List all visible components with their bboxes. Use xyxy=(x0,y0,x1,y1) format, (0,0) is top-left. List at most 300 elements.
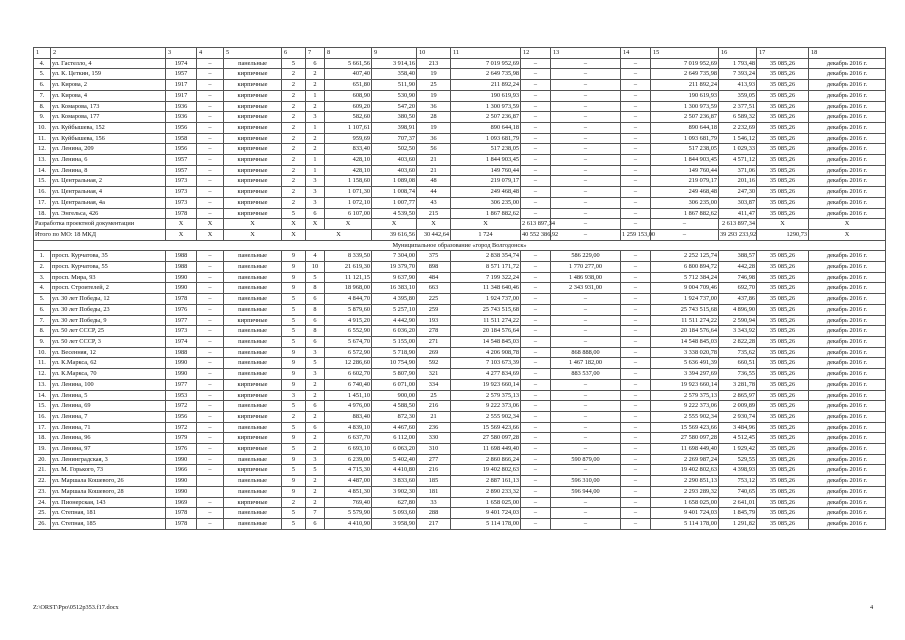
table-row xyxy=(34,69,886,80)
table-cell: – xyxy=(521,112,551,123)
table-cell: 288 xyxy=(417,508,451,519)
table-cell: 5 579,90 xyxy=(325,508,372,519)
table-cell: 9. xyxy=(34,112,51,123)
table-cell: 2 xyxy=(306,476,325,487)
table-cell: X xyxy=(757,219,809,230)
table-cell: 1957 xyxy=(166,69,197,80)
design-row-label: Разработка проектной документации xyxy=(34,219,166,230)
table-cell: 1979 xyxy=(166,433,197,444)
table-cell: – xyxy=(551,315,621,326)
table-cell: 1953 xyxy=(166,390,197,401)
table-cell: 1978 xyxy=(166,208,197,219)
table-cell: 1957 xyxy=(166,155,197,166)
table-cell: 746,98 xyxy=(719,272,757,283)
table-cell: 8 xyxy=(306,304,325,315)
table-cell: X xyxy=(451,219,521,230)
table-cell: 6 602,70 xyxy=(325,369,372,380)
table-cell: панельные xyxy=(224,369,282,380)
table-cell: 437,86 xyxy=(719,294,757,305)
table-cell: 608,90 xyxy=(325,90,372,101)
table-cell: ул. Центральная, 4 xyxy=(51,187,166,198)
table-cell: – xyxy=(197,369,224,380)
table-cell: – xyxy=(621,58,651,69)
table-cell: 2 009,89 xyxy=(719,401,757,412)
table-row xyxy=(34,165,886,176)
table-cell: – xyxy=(621,454,651,465)
table-cell: панельные xyxy=(224,486,282,497)
column-number-cell: 17 xyxy=(757,48,809,59)
table-cell: 7 199 322,24 xyxy=(451,272,521,283)
table-cell: 2 xyxy=(282,80,306,91)
table-cell: 2 xyxy=(282,197,306,208)
table-cell: 35 085,26 xyxy=(757,315,809,326)
table-cell: 5 xyxy=(306,465,325,476)
table-cell: 1973 xyxy=(166,326,197,337)
table-cell: 21 619,30 xyxy=(325,262,372,273)
total-row-label: Итого по МО: 18 МКД xyxy=(34,229,166,240)
table-cell: 411,47 xyxy=(719,208,757,219)
table-cell: 5 xyxy=(282,508,306,519)
table-cell: 2 xyxy=(282,69,306,80)
table-cell: 23. xyxy=(34,486,51,497)
table-cell: 35 085,26 xyxy=(757,165,809,176)
table-cell: декабрь 2016 г. xyxy=(809,379,886,390)
table-cell: 3 902,30 xyxy=(372,486,417,497)
table-cell: кирпичные xyxy=(224,444,282,455)
table-cell: 18. xyxy=(34,433,51,444)
table-cell: 1 845,79 xyxy=(719,508,757,519)
table-cell: 6 693,10 xyxy=(325,444,372,455)
table-cell: X xyxy=(166,219,197,230)
table-cell: 6 xyxy=(306,58,325,69)
table-cell: декабрь 2016 г. xyxy=(809,497,886,508)
table-cell: декабрь 2016 г. xyxy=(809,390,886,401)
table-cell: ул. Ленинградская, 3 xyxy=(51,454,166,465)
table-cell: – xyxy=(551,176,621,187)
table-cell: 4 839,10 xyxy=(325,422,372,433)
table-row xyxy=(34,336,886,347)
table-cell: 2 232,69 xyxy=(719,122,757,133)
table-cell: – xyxy=(197,454,224,465)
table-cell: 1988 xyxy=(166,347,197,358)
table-cell: 20. xyxy=(34,454,51,465)
table-cell: 149 760,44 xyxy=(451,165,521,176)
table-cell: – xyxy=(521,90,551,101)
table-cell: 14 548 845,03 xyxy=(651,336,719,347)
table-cell: панельные xyxy=(224,401,282,412)
table-cell: 35 085,26 xyxy=(757,422,809,433)
table-cell: 2 887 161,13 xyxy=(451,476,521,487)
table-cell: – xyxy=(521,508,551,519)
table-cell: 833,40 xyxy=(325,144,372,155)
table-cell: 35 085,26 xyxy=(757,272,809,283)
table-cell: – xyxy=(197,315,224,326)
table-cell: 6 800 894,72 xyxy=(651,262,719,273)
table-row xyxy=(34,369,886,380)
table-cell: 9 xyxy=(282,369,306,380)
table-cell: 1978 xyxy=(166,518,197,529)
table-row xyxy=(34,90,886,101)
table-cell: – xyxy=(621,283,651,294)
table-cell: 5. xyxy=(34,294,51,305)
table-cell: 5 xyxy=(282,294,306,305)
table-cell: 5 257,10 xyxy=(372,304,417,315)
table-cell: декабрь 2016 г. xyxy=(809,304,886,315)
table-cell: 2 xyxy=(306,486,325,497)
table-cell: 3 xyxy=(306,112,325,123)
municipality-section-row xyxy=(34,240,886,251)
table-cell: 4 851,30 xyxy=(325,486,372,497)
table-cell: – xyxy=(551,112,621,123)
table-cell: – xyxy=(521,80,551,91)
table-cell: – xyxy=(521,304,551,315)
table-row xyxy=(34,101,886,112)
table-cell: – xyxy=(197,294,224,305)
table-cell: декабрь 2016 г. xyxy=(809,144,886,155)
table-cell: 4 976,00 xyxy=(325,401,372,412)
table-cell: кирпичные xyxy=(224,69,282,80)
table-cell: просп. Курчатова, 55 xyxy=(51,262,166,273)
table-cell: ул. Ленина, 71 xyxy=(51,422,166,433)
table-cell: 2 xyxy=(282,144,306,155)
table-cell: кирпичные xyxy=(224,122,282,133)
table-cell: 5 xyxy=(282,444,306,455)
table-cell: 1 546,12 xyxy=(719,133,757,144)
table-cell: 4 395,80 xyxy=(372,294,417,305)
table-cell: ул. К.Маркса, 70 xyxy=(51,369,166,380)
table-cell: 18. xyxy=(34,208,51,219)
table-cell: кирпичные xyxy=(224,133,282,144)
table-cell: 2 555 902,34 xyxy=(451,411,521,422)
table-cell: 2 590,94 xyxy=(719,315,757,326)
table-cell: – xyxy=(197,433,224,444)
table-cell: 769,40 xyxy=(325,497,372,508)
column-number-cell: 15 xyxy=(651,48,719,59)
table-cell: ул. К. Цеткин, 159 xyxy=(51,69,166,80)
table-cell: 2 822,28 xyxy=(719,336,757,347)
table-cell: 21 xyxy=(417,411,451,422)
table-cell: 428,10 xyxy=(325,155,372,166)
table-cell: 10 754,90 xyxy=(372,358,417,369)
table-cell: 2 xyxy=(282,101,306,112)
table-cell: 1 658 025,00 xyxy=(451,497,521,508)
table-cell xyxy=(197,476,224,487)
table-cell: 4 410,80 xyxy=(372,465,417,476)
table-cell: 11. xyxy=(34,358,51,369)
table-cell: 388,57 xyxy=(719,251,757,262)
table-cell: декабрь 2016 г. xyxy=(809,508,886,519)
table-cell: 211 892,24 xyxy=(451,80,521,91)
table-cell: 1 467 182,00 xyxy=(551,358,621,369)
table-cell: – xyxy=(551,101,621,112)
table-cell: – xyxy=(197,326,224,337)
table-cell: декабрь 2016 г. xyxy=(809,101,886,112)
table-cell: 12. xyxy=(34,144,51,155)
table-cell: 35 085,26 xyxy=(757,444,809,455)
table-cell: панельные xyxy=(224,283,282,294)
table-cell: 19 xyxy=(417,90,451,101)
table-cell: просп. Мира, 93 xyxy=(51,272,166,283)
table-row xyxy=(34,262,886,273)
table-cell: – xyxy=(621,112,651,123)
table-cell: 149 760,44 xyxy=(651,165,719,176)
table-cell: 35 085,26 xyxy=(757,283,809,294)
table-cell: 590 879,00 xyxy=(551,454,621,465)
table-cell: – xyxy=(197,187,224,198)
table-cell: 5 xyxy=(282,336,306,347)
table-cell: 1 029,33 xyxy=(719,144,757,155)
table-row xyxy=(34,155,886,166)
table-cell: – xyxy=(551,497,621,508)
table-cell: 9 xyxy=(282,283,306,294)
table-cell: 403,60 xyxy=(372,165,417,176)
table-cell: 6 xyxy=(306,518,325,529)
table-cell: ул. Маршала Кошевого, 28 xyxy=(51,486,166,497)
table-row xyxy=(34,358,886,369)
table-cell: 11 698 449,40 xyxy=(451,444,521,455)
table-cell: ул. Комарова, 173 xyxy=(51,101,166,112)
table-cell: ул. Степная, 181 xyxy=(51,508,166,519)
table-cell: 27 580 097,28 xyxy=(651,433,719,444)
table-cell: 1972 xyxy=(166,401,197,412)
table-cell: панельные xyxy=(224,336,282,347)
table-cell: 5 xyxy=(282,315,306,326)
table-cell xyxy=(197,486,224,497)
table-cell: 4 539,50 xyxy=(372,208,417,219)
table-cell: – xyxy=(521,165,551,176)
table-cell: – xyxy=(621,304,651,315)
table-cell: – xyxy=(197,133,224,144)
table-cell: 2 xyxy=(306,411,325,422)
table-cell: – xyxy=(551,144,621,155)
table-cell: 35 085,26 xyxy=(757,80,809,91)
table-cell: 8. xyxy=(34,326,51,337)
table-cell: 35 085,26 xyxy=(757,112,809,123)
table-cell: 35 085,26 xyxy=(757,518,809,529)
table-cell: 2 290 851,13 xyxy=(651,476,719,487)
table-cell: 6 xyxy=(306,208,325,219)
table-cell: – xyxy=(621,133,651,144)
table-cell: 9 401 724,03 xyxy=(651,508,719,519)
table-cell: 1 007,77 xyxy=(372,197,417,208)
table-cell: 35 085,26 xyxy=(757,401,809,412)
table-cell: 10. xyxy=(34,122,51,133)
table-cell: 20 184 576,64 xyxy=(651,326,719,337)
table-cell: кирпичные xyxy=(224,433,282,444)
table-cell: 271 xyxy=(417,336,451,347)
table-cell: ул. 30 лет Победы, 12 xyxy=(51,294,166,305)
table-row xyxy=(34,508,886,519)
table-cell: 5 674,70 xyxy=(325,336,372,347)
table-cell: – xyxy=(197,465,224,476)
table-cell: 1973 xyxy=(166,187,197,198)
table-cell: 35 085,26 xyxy=(757,454,809,465)
table-cell: декабрь 2016 г. xyxy=(809,122,886,133)
table-cell: 35 085,26 xyxy=(757,379,809,390)
table-cell: декабрь 2016 г. xyxy=(809,133,886,144)
table-cell: 1917 xyxy=(166,90,197,101)
table-cell: – xyxy=(551,294,621,305)
table-cell: кирпичные xyxy=(224,315,282,326)
table-cell: 35 085,26 xyxy=(757,262,809,273)
table-row xyxy=(34,133,886,144)
table-cell: 530,90 xyxy=(372,90,417,101)
table-cell: декабрь 2016 г. xyxy=(809,90,886,101)
table-row xyxy=(34,187,886,198)
table-cell: 217 xyxy=(417,518,451,529)
table-cell: – xyxy=(551,422,621,433)
column-number-header-row xyxy=(34,48,886,59)
table-cell: – xyxy=(621,497,651,508)
table-cell: 413,93 xyxy=(719,80,757,91)
table-cell: 24. xyxy=(34,497,51,508)
table-cell: 6 239,00 xyxy=(325,454,372,465)
table-cell: 19 923 660,14 xyxy=(651,379,719,390)
table-cell: 249 468,48 xyxy=(451,187,521,198)
table-cell: – xyxy=(521,187,551,198)
design-documentation-row xyxy=(34,219,886,230)
table-cell: ул. Ленина, 96 xyxy=(51,433,166,444)
table-cell: – xyxy=(521,347,551,358)
table-cell: 4 xyxy=(306,251,325,262)
table-cell: 8 xyxy=(306,326,325,337)
table-cell: 5 xyxy=(306,272,325,283)
table-row xyxy=(34,379,886,390)
table-cell: 1 291,82 xyxy=(719,518,757,529)
table-cell: ул. Ленина, 69 xyxy=(51,401,166,412)
table-cell: 3 338 020,78 xyxy=(651,347,719,358)
table-cell: – xyxy=(521,379,551,390)
table-cell: 5 807,90 xyxy=(372,369,417,380)
table-cell: 890 644,18 xyxy=(651,122,719,133)
table-cell: 190 619,93 xyxy=(651,90,719,101)
table-cell: – xyxy=(521,454,551,465)
table-cell: 9 xyxy=(282,379,306,390)
table-cell: – xyxy=(621,272,651,283)
table-cell: 6 xyxy=(306,401,325,412)
table-cell: 2 xyxy=(282,155,306,166)
table-cell: – xyxy=(521,444,551,455)
table-row xyxy=(34,326,886,337)
table-cell: 5 xyxy=(282,58,306,69)
table-cell: – xyxy=(197,176,224,187)
table-cell: – xyxy=(197,122,224,133)
table-row xyxy=(34,58,886,69)
table-cell: 9. xyxy=(34,336,51,347)
table-cell: кирпичные xyxy=(224,497,282,508)
table-cell: 39 616,56 xyxy=(372,229,417,240)
table-cell: 1973 xyxy=(166,197,197,208)
table-cell: 1936 xyxy=(166,112,197,123)
table-cell: 582,60 xyxy=(325,112,372,123)
table-cell: X xyxy=(197,229,224,240)
table-cell: 30 442,64 xyxy=(417,229,451,240)
table-cell: 1 844 903,45 xyxy=(651,155,719,166)
table-cell: 1990 xyxy=(166,454,197,465)
table-cell: ул. Гастелло, 4 xyxy=(51,58,166,69)
table-cell: 11 121,15 xyxy=(325,272,372,283)
table-cell: 7. xyxy=(34,90,51,101)
table-cell: X xyxy=(282,219,306,230)
table-cell: декабрь 2016 г. xyxy=(809,155,886,166)
table-row xyxy=(34,518,886,529)
column-number-cell: 11 xyxy=(451,48,521,59)
table-cell: 5 718,90 xyxy=(372,347,417,358)
table-cell: – xyxy=(197,422,224,433)
table-cell: 35 085,26 xyxy=(757,369,809,380)
table-cell: 14. xyxy=(34,390,51,401)
table-cell: кирпичные xyxy=(224,101,282,112)
table-cell: 35 085,26 xyxy=(757,336,809,347)
table-cell: кирпичные xyxy=(224,144,282,155)
table-cell: 2 579 375,13 xyxy=(451,390,521,401)
table-cell: 8 339,50 xyxy=(325,251,372,262)
table-cell: 1 300 973,59 xyxy=(451,101,521,112)
table-cell: 190 619,93 xyxy=(451,90,521,101)
table-cell: – xyxy=(521,283,551,294)
table-cell: 35 085,26 xyxy=(757,187,809,198)
table-cell: – xyxy=(621,347,651,358)
table-cell: 56 xyxy=(417,144,451,155)
table-cell: 3 xyxy=(282,390,306,401)
table-cell: 9 xyxy=(282,262,306,273)
table-cell: – xyxy=(521,176,551,187)
table-cell: 35 085,26 xyxy=(757,294,809,305)
table-cell: – xyxy=(551,433,621,444)
table-cell: – xyxy=(551,518,621,529)
table-cell: 2 269 987,24 xyxy=(651,454,719,465)
table-cell: 660,51 xyxy=(719,358,757,369)
table-cell: – xyxy=(621,69,651,80)
table-cell: панельные xyxy=(224,358,282,369)
table-row xyxy=(34,497,886,508)
table-cell: кирпичные xyxy=(224,465,282,476)
table-cell: – xyxy=(521,336,551,347)
table-cell: 2 507 236,87 xyxy=(651,112,719,123)
table-cell: 1 724 xyxy=(451,229,521,240)
table-cell: ул. 50 лет СССР, 25 xyxy=(51,326,166,337)
table-cell: – xyxy=(521,497,551,508)
table-cell: – xyxy=(621,336,651,347)
table-cell: 2 649 735,98 xyxy=(651,69,719,80)
table-cell: X xyxy=(417,219,451,230)
table-cell: 35 085,26 xyxy=(757,155,809,166)
table-cell: кирпичные xyxy=(224,112,282,123)
table-cell: 3 343,92 xyxy=(719,326,757,337)
table-cell: 1977 xyxy=(166,315,197,326)
table-cell: – xyxy=(621,80,651,91)
table-cell: 11 698 449,40 xyxy=(651,444,719,455)
table-cell: – xyxy=(551,390,621,401)
table-cell: 2 xyxy=(306,444,325,455)
table-cell: 19. xyxy=(34,444,51,455)
table-cell: 48 xyxy=(417,176,451,187)
table-cell: 883,40 xyxy=(325,411,372,422)
table-cell: – xyxy=(551,197,621,208)
table-cell: 11. xyxy=(34,133,51,144)
table-cell: декабрь 2016 г. xyxy=(809,197,886,208)
table-cell: – xyxy=(521,197,551,208)
table-cell: 3 xyxy=(306,187,325,198)
table-cell: 4 206 908,78 xyxy=(451,347,521,358)
table-cell: – xyxy=(197,379,224,390)
table-cell: ул. Куйбышева, 156 xyxy=(51,133,166,144)
table-cell: 398,91 xyxy=(372,122,417,133)
table-cell: X xyxy=(306,229,372,240)
table-cell: 9 xyxy=(282,251,306,262)
table-cell: – xyxy=(197,69,224,80)
table-cell: 19 xyxy=(417,122,451,133)
